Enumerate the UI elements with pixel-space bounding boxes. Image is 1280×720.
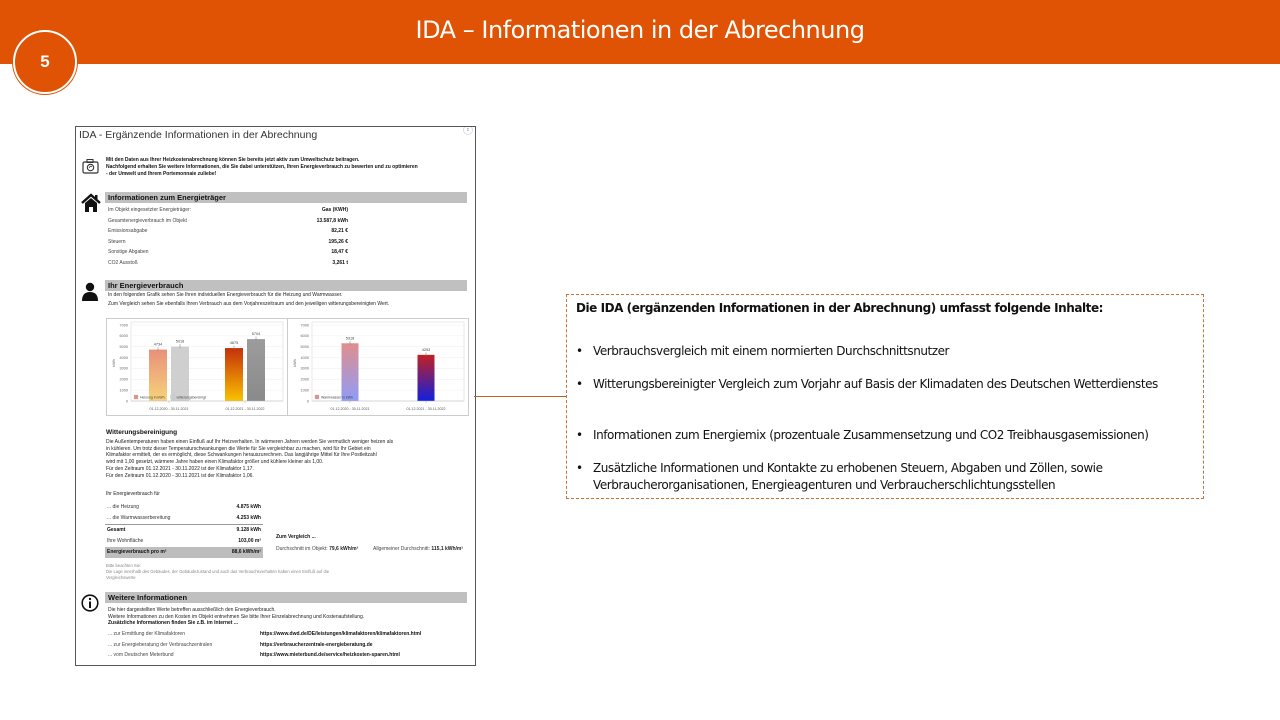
general-avg-value: 115,1 kWh/m²: [431, 546, 464, 552]
bullet-icon: •: [576, 377, 583, 391]
row-label: Im Objekt eingesetzter Energieträger:: [108, 207, 192, 213]
y-tick-label: 7000: [119, 323, 128, 328]
y-tick-label: 1000: [300, 388, 309, 393]
y-axis-label: kWh: [112, 359, 116, 367]
plot-area: [312, 322, 464, 401]
summary-table: [105, 502, 263, 558]
y-tick-label: 4000: [119, 355, 128, 360]
y-tick-label: 3000: [119, 366, 128, 371]
table-row: [108, 218, 348, 229]
table-row-highlight: [105, 547, 263, 558]
row-label: ... die Warmwasserbereitung: [107, 515, 171, 521]
object-avg-value: 79,6 kWh/m²: [329, 546, 359, 552]
intro-text: [106, 157, 466, 179]
text-line: Zum Vergleich sehen Sie ebenfalls Ihren Verbrauch aus dem Vorjahreszeitraum und den jeweiligen witterungsbereinigten Wert.: [108, 301, 390, 307]
person-icon: [81, 282, 99, 302]
text-line: Für den Zeitraum 01.12.2021 - 30.11.2022 ist der Klimafaktor 1,17.: [106, 465, 254, 472]
text-line: Die Außentemperaturen haben einen Einfluß auf Ihr Heizverhalten. In wärmeren Jahren werden Sie vermutlich weniger heizen als: [106, 439, 394, 445]
y-tick-label: 5000: [300, 345, 309, 350]
note-line: Bitte beachten Sie:: [106, 563, 142, 568]
note-line: Die Lage innerhalb des Gebäudes, der Gebäudezustand und auch das Verbrauchsverhalten haben einen Einfluß auf die: [106, 569, 330, 574]
bullet-text: Zusätzliche Informationen und Kontakte zu erhobenen Steuern, Abgaben und Zöllen, sowie Verbraucherorganisationen, Energieagenturen und Verbraucherschlichtungsstellen: [593, 461, 1103, 492]
table-row: [108, 239, 348, 250]
hot-water-chart: [287, 318, 469, 416]
row-value: 9.128 kWh: [236, 527, 261, 533]
slide-title: IDA – Informationen in der Abrechnung: [415, 16, 865, 44]
y-tick-label: 0: [306, 399, 309, 404]
row-label: Ihre Wohnfläche: [107, 538, 144, 544]
row-label: Gesamtenergieverbrauch im Objekt: [108, 217, 187, 224]
general-avg: [373, 546, 463, 553]
energy-carrier-table: [108, 207, 348, 270]
link-row: [108, 652, 468, 663]
row-value: 88,6 kWh/m²: [231, 549, 261, 555]
y-tick-label: 6000: [119, 334, 128, 339]
row-label: Sonstige Abgaben: [108, 249, 149, 255]
text-line: In den folgenden Grafik sehen Sie Ihren individuellen Energieverbrauch für die Heizung und Warmwasser.: [108, 292, 343, 298]
legend-label: witterungsbereinigt: [176, 395, 206, 400]
table-row: [105, 513, 263, 524]
table-row: [108, 207, 348, 218]
table-row: [108, 260, 348, 271]
row-value: 13.587,8 kWh: [316, 217, 348, 224]
row-label: Energieverbrauch pro m²: [107, 549, 167, 555]
legend-label: Warmwasser in kWh: [321, 395, 353, 400]
slide-header: [0, 0, 1280, 64]
y-tick-label: 6000: [300, 334, 309, 339]
text-line: Für den Zeitraum 01.12.2020 - 30.11.2021 ist der Klimafaktor 1,06.: [106, 472, 254, 479]
energy-carrier-heading: Informationen zum Energieträger: [105, 192, 467, 203]
y-tick-label: 3000: [300, 366, 309, 371]
row-label: CO2 Ausstoß: [108, 259, 138, 266]
row-label: Gesamt: [107, 527, 126, 533]
bar: [171, 347, 189, 401]
intro-line: Mit den Daten aus Ihrer Heizkostenabrechnung können Sie bereits jetzt aktiv zum Umweltschutz beitragen.: [106, 157, 360, 163]
x-tick-label: 01.12.2021 - 30.11.2022: [406, 407, 446, 411]
row-label: ... die Heizung: [107, 504, 139, 510]
y-tick-label: 7000: [300, 323, 309, 328]
row-label: Steuern: [108, 238, 126, 245]
note-text: [106, 563, 406, 581]
info-circle-icon: [81, 594, 99, 612]
y-tick-label: 0: [125, 399, 128, 404]
text-line: Die hier dargestellten Werte betreffen ausschließlich den Energieverbrauch.: [108, 607, 276, 613]
row-value: 82,21 €: [331, 228, 348, 234]
object-avg: [276, 546, 358, 553]
bullet-icon: •: [576, 428, 583, 442]
bar-value-label: 4253: [421, 347, 431, 352]
legend-swatch: [171, 395, 175, 399]
link-row: [108, 631, 468, 642]
y-tick-label: 5000: [119, 345, 128, 350]
x-tick-label: 01.12.2021 - 30.11.2022: [225, 407, 265, 411]
text-line: in kühleren. Um trotz dieser Temperaturschwankungen die Werte für Sie vergleichbar zu machen, wird für Ihr Gebiet ein: [106, 445, 371, 452]
summary-intro: Ihr Energieverbrauch für: [106, 491, 160, 497]
object-avg-label: Durchschnitt im Objekt:: [276, 546, 328, 552]
link-url[interactable]: https://www.mieterbund.de/service/heizkosten-sparen.html: [260, 652, 400, 658]
text-line: wird mit 1,00 gesetzt, wärmere Jahre haben einen Klimafaktor größer und kühlere kleiner als 1,00.: [106, 459, 324, 466]
row-value: 4.253 kWh: [236, 515, 261, 521]
bar-value-label: 5704: [251, 332, 261, 337]
y-tick-label: 2000: [119, 377, 128, 382]
intro-line: - der Umwelt und Ihrem Portemonnaie zuliebe!: [106, 171, 217, 178]
row-value: 195,26 €: [328, 238, 348, 245]
corner-mark: c: [463, 126, 473, 135]
row-value: 18,47 €: [331, 249, 348, 255]
text-line: Klimafaktor ermittelt, der es ermöglicht, diese Schwankungen herauszurechnen. Das langjährige Mittel für Ihre Postleitzahl: [106, 452, 377, 459]
intro-line: Nachfolgend erhalten Sie weitere Informationen, die Sie dabei unterstützen, Ihren Energieverbrauch zu bewerten und zu optimieren: [106, 164, 418, 171]
text-line: Weitere Informationen zu den Kosten im Objekt entnehmen Sie bitte Ihrer Einzelabrechnung und Kostenaufstellung.: [108, 613, 365, 620]
bullet-icon: •: [576, 344, 583, 358]
bar-value-label: 5318: [345, 336, 355, 341]
row-value: 3,261 t: [332, 259, 348, 266]
slide-number-badge: 5: [13, 30, 77, 94]
bar-value-label: 4875: [229, 341, 239, 346]
y-tick-label: 1000: [119, 388, 128, 393]
further-text: [108, 607, 468, 627]
bullet-text: Informationen zum Energiemix (prozentuale Zusammensetzung und CO2 Treibhausgasemissionen): [593, 428, 1149, 442]
bullet-icon: •: [576, 461, 583, 475]
table-row: [108, 228, 348, 239]
document-title: IDA - Ergänzende Informationen in der Abrechnung: [79, 129, 318, 141]
bar: [418, 355, 435, 401]
compare-heading: Zum Vergleich ...: [276, 534, 316, 540]
bar: [225, 348, 243, 401]
row-label: Emissionsabgabe: [108, 228, 148, 234]
bar: [342, 343, 359, 401]
house-icon: [81, 193, 101, 213]
consumption-heading: Ihr Energieverbrauch: [105, 280, 467, 291]
link-label: ... zur Energieberatung der Verbrauchzentralen: [108, 641, 213, 648]
x-tick-label: 01.12.2020 - 30.11.2021: [330, 407, 370, 411]
bar: [149, 350, 167, 401]
link-row: [108, 642, 468, 653]
y-tick-label: 4000: [300, 355, 309, 360]
weather-text: [106, 439, 466, 479]
row-value: 103,00 m²: [238, 538, 261, 544]
bullet-text: Witterungsbereinigter Vergleich zum Vorjahr auf Basis der Klimadaten des Deutschen Wetterdienstes: [593, 377, 1158, 391]
weather-heading: Witterungsbereinigung: [106, 429, 178, 436]
legend-label: Heizung in kWh: [140, 395, 165, 400]
consumption-text: [108, 291, 468, 309]
bullet-text: Verbrauchsvergleich mit einem normierten Durchschnittsnutzer: [593, 344, 950, 358]
heating-chart: [106, 318, 288, 416]
y-tick-label: 2000: [300, 377, 309, 382]
row-value: Gas (KWH): [321, 207, 348, 213]
table-row: [108, 249, 348, 260]
note-line: Vergleichswerte: [106, 575, 136, 580]
connector-line: [474, 396, 566, 397]
infobox-title: Die IDA (ergänzenden Informationen in der Abrechnung) umfasst folgende Inhalte:: [576, 301, 1103, 315]
link-label: ... zur Ermittlung der Klimafaktoren: [108, 631, 185, 637]
bar-value-label: 4734: [153, 342, 163, 347]
table-row: [105, 536, 263, 547]
y-axis-label: kWh: [293, 359, 297, 367]
legend-swatch: [315, 395, 319, 399]
legend-swatch: [134, 395, 138, 399]
general-avg-label: Allgemeiner Durchschnitt:: [373, 546, 430, 552]
eco-camera-icon: [82, 158, 100, 174]
x-tick-label: 01.12.2020 - 30.11.2021: [149, 407, 189, 411]
table-row: [105, 524, 263, 536]
link-url[interactable]: https://verbraucherzentrale-energieberatung.de: [260, 641, 373, 648]
bar: [247, 339, 265, 401]
link-label: ... vom Deutschen Meterbund: [108, 652, 174, 658]
link-url[interactable]: https://www.dwd.de/DE/leistungen/klimafaktoren/klimafaktoren.html: [260, 631, 422, 637]
ida-contents-box: [566, 294, 1204, 499]
bar-value-label: 5018: [175, 339, 185, 344]
table-row: [105, 502, 263, 513]
links-list: [108, 631, 468, 663]
further-info-heading: Weitere Informationen: [105, 592, 467, 603]
links-heading: Zusätzliche Informationen finden Sie z.B. im Internet ...: [108, 620, 239, 626]
row-value: 4.875 kWh: [236, 504, 261, 510]
ida-document: [75, 126, 476, 666]
